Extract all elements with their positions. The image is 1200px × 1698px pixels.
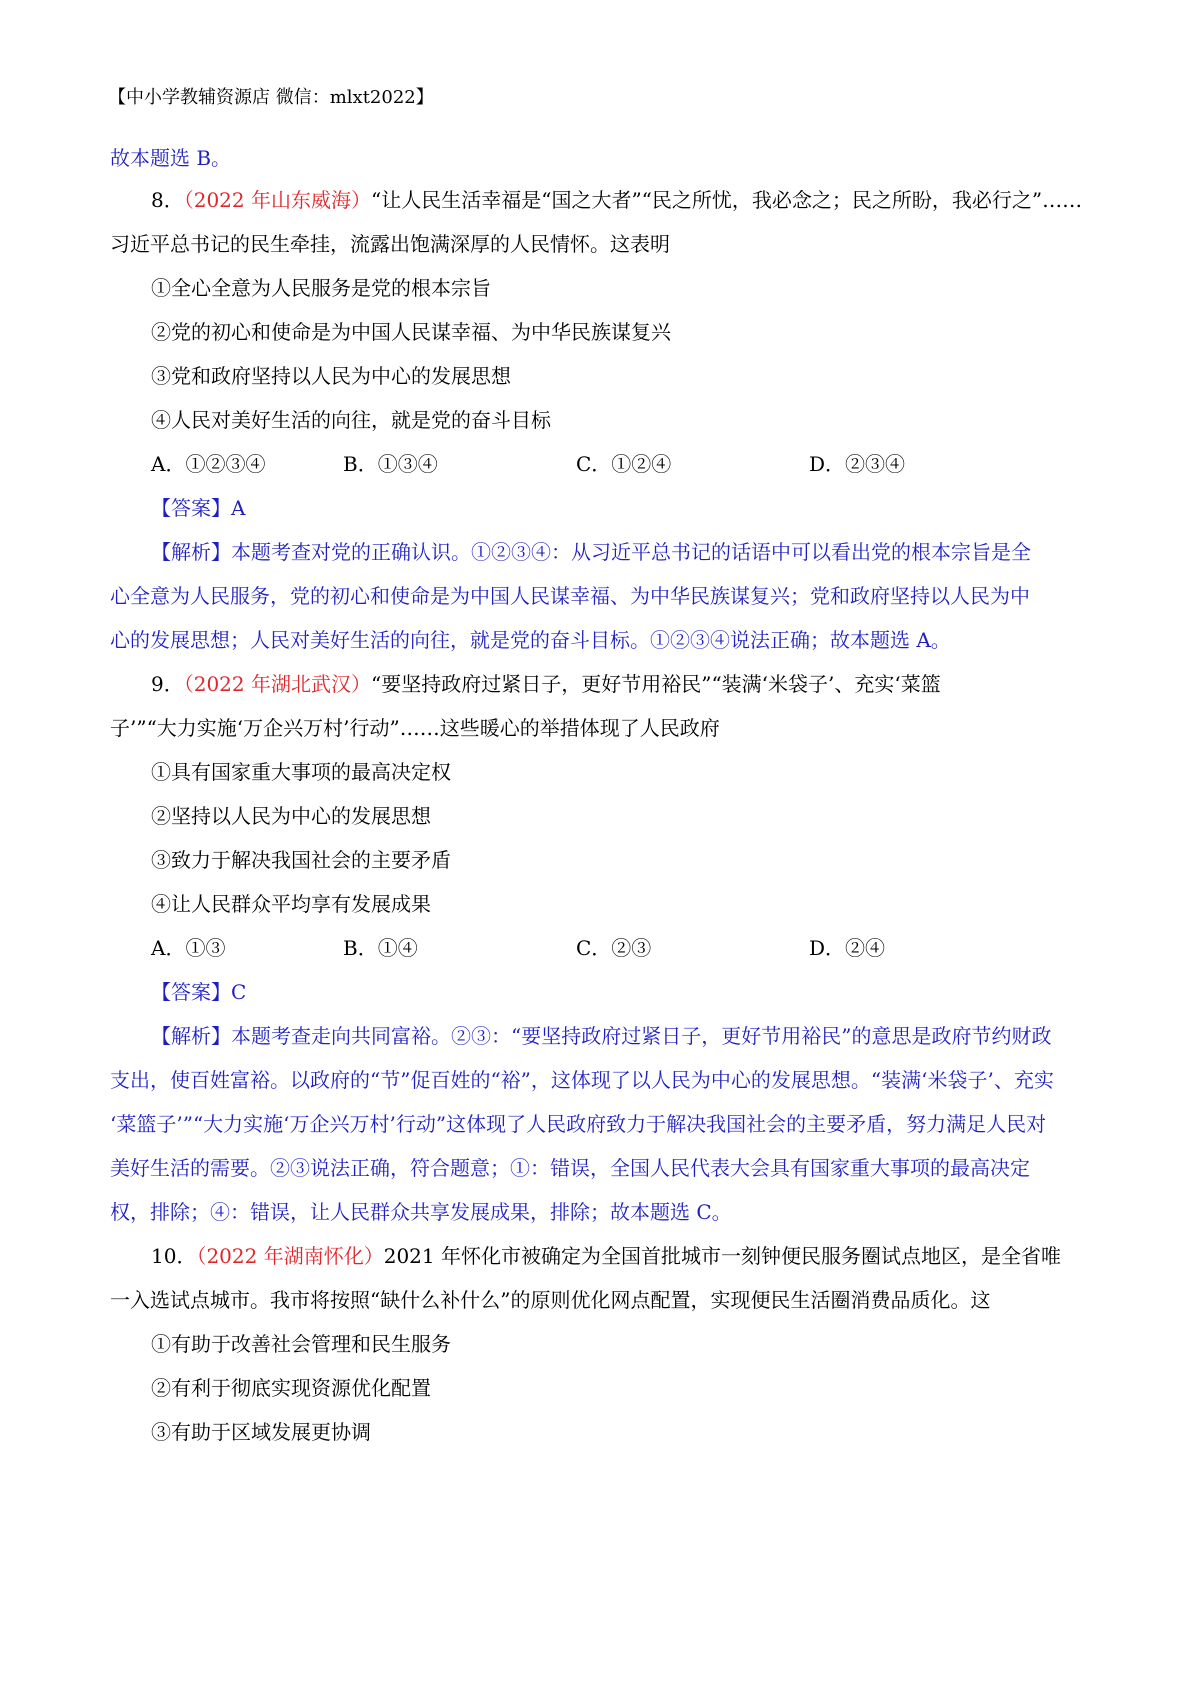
question-number: 8． [151,188,184,212]
question-9-item-4: ④让人民群众平均享有发展成果 [151,892,431,916]
question-9-option-c: C．②③ [576,936,652,960]
question-8-answer: 【答案】A [151,496,246,520]
question-9-stem-line-2: 子’”“大力实施‘万企兴万村’行动”……这些暖心的举措体现了人民政府 [110,716,720,740]
question-9-analysis-line-1: 【解析】本题考查走向共同富裕。②③：“要坚持政府过紧日子，更好节用裕民”的意思是政府节约财政 [151,1024,1052,1048]
question-source: （2022 年湖北武汉） [183,672,371,696]
question-9-analysis-line-3: ‘菜篮子’”“大力实施‘万企兴万村’行动”这体现了人民政府致力于解决我国社会的主要矛盾，努力满足人民对 [110,1112,1047,1136]
question-8-option-d: D．②③④ [809,452,906,476]
question-stem-text: 2021 年怀化市被确定为全国首批城市一刻钟便民服务圈试点地区，是全省唯 [383,1244,1061,1268]
question-8-item-1: ①全心全意为人民服务是党的根本宗旨 [151,276,491,300]
question-9-option-a: A．①③ [151,936,226,960]
question-9-analysis-line-5: 权，排除；④：错误，让人民群众共享发展成果，排除；故本题选 C。 [110,1200,732,1224]
question-9-option-d: D．②④ [809,936,886,960]
question-9-analysis-line-4: 美好生活的需要。②③说法正确，符合题意；①：错误，全国人民代表大会具有国家重大事项的最高决定 [110,1156,1030,1180]
question-source: （2022 年山东威海） [183,188,371,212]
question-10-stem-line-1 [151,1244,1061,1268]
question-9-stem-line-1 [151,672,941,696]
question-8-item-3: ③党和政府坚持以人民为中心的发展思想 [151,364,511,388]
question-8-stem-line-1 [151,188,1082,212]
question-9-analysis-line-2: 支出，使百姓富裕。以政府的“节”促百姓的“裕”，这体现了以人民为中心的发展思想。“装满‘米袋子’、充实 [110,1068,1054,1092]
question-10-stem-line-2: 一入选试点城市。我市将按照“缺什么补什么”的原则优化网点配置，实现便民生活圈消费品质化。这 [110,1288,991,1312]
question-8-item-4: ④人民对美好生活的向往，就是党的奋斗目标 [151,408,551,432]
question-9-answer: 【答案】C [151,980,247,1004]
question-9-item-2: ②坚持以人民为中心的发展思想 [151,804,431,828]
question-8-analysis-line-3: 心的发展思想；人民对美好生活的向往，就是党的奋斗目标。①②③④说法正确；故本题选 A。 [110,628,951,652]
question-8-analysis-line-1: 【解析】本题考查对党的正确认识。①②③④：从习近平总书记的话语中可以看出党的根本宗旨是全 [151,540,1031,564]
question-number: 9． [151,672,184,696]
question-8-option-a: A．①②③④ [151,452,266,476]
question-source: （2022 年湖南怀化） [196,1244,384,1268]
question-8-option-b: B．①③④ [343,452,438,476]
question-stem-text: “让人民生活幸福是“国之大者”“民之所忧，我必念之；民之所盼，我必行之”…… [371,188,1083,212]
question-10-item-3: ③有助于区域发展更协调 [151,1420,371,1444]
question-9-item-3: ③致力于解决我国社会的主要矛盾 [151,848,451,872]
question-number: 10． [151,1244,197,1268]
question-8-item-2: ②党的初心和使命是为中国人民谋幸福、为中华民族谋复兴 [151,320,671,344]
question-8-stem-line-2: 习近平总书记的民生牵挂，流露出饱满深厚的人民情怀。这表明 [110,232,670,256]
question-10-item-2: ②有利于彻底实现资源优化配置 [151,1376,431,1400]
question-9-option-b: B．①④ [343,936,418,960]
question-8-analysis-line-2: 心全意为人民服务，党的初心和使命是为中国人民谋幸福、为中华民族谋复兴；党和政府坚持以人民为中 [110,584,1030,608]
page-header: 【中小学教辅资源店 微信：mlxt2022】 [108,87,434,108]
question-10-item-1: ①有助于改善社会管理和民生服务 [151,1332,451,1356]
previous-answer-tail: 故本题选 B。 [110,146,232,170]
question-9-item-1: ①具有国家重大事项的最高决定权 [151,760,451,784]
question-8-option-c: C．①②④ [576,452,672,476]
question-stem-text: “要坚持政府过紧日子，更好节用裕民”“装满‘米袋子’、充实‘菜篮 [371,672,941,696]
